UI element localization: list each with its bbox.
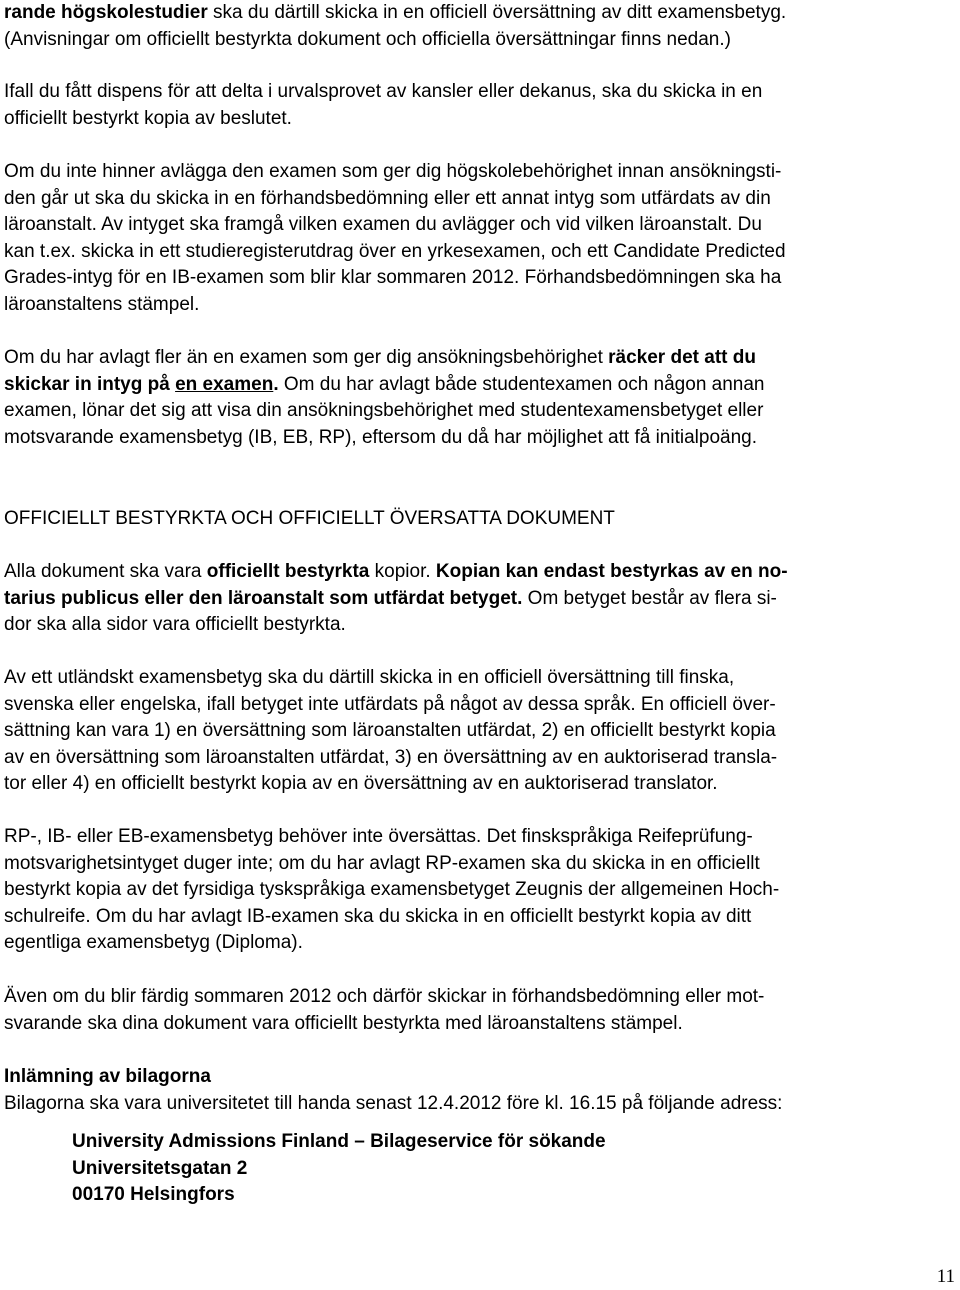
paragraph-rp-ib-eb: [4, 824, 956, 957]
text-line: Av ett utländskt examensbetyg ska du därtill skicka in en officiell översättning till finska,: [4, 667, 735, 688]
paragraph-certified-copies: [4, 559, 956, 639]
text-line: schulreife. Om du har avlagt IB-examen ska du skicka in en officiellt bestyrkt kopia av ditt: [4, 905, 752, 927]
bold-underlined-text: en examen: [175, 373, 274, 395]
text-line: RP-, IB- eller EB-examensbetyg behöver inte översättas. Det finskspråkiga Reifeprüfung-: [4, 826, 753, 847]
text-line: examen, lönar det sig att visa din ansökningsbehörighet med studentexamensbetyget eller: [4, 400, 764, 421]
subheading: Inlämning av bilagorna: [4, 1066, 211, 1087]
address-line: 00170 Helsingfors: [72, 1184, 235, 1205]
paragraph-multiple-degrees: [4, 345, 956, 451]
page-number: 11: [936, 1266, 955, 1287]
text-line: [4, 345, 956, 372]
text-line: [4, 559, 956, 586]
paragraph-summer-2012: [4, 984, 956, 1037]
text-line: (Anvisningar om officiellt bestyrkta dokument och officiella översättningar finns nedan.): [4, 28, 731, 50]
bold-text: .: [273, 373, 279, 395]
paragraph-pre-assessment: [4, 159, 956, 318]
text-line: läroanstalt. Av intyget ska framgå vilken examen du avlägger och vid vilken läroanstalt. Du: [4, 214, 762, 235]
text-line: den går ut ska du skicka in en förhandsbedömning eller ett annat intyg som utfärdats av din: [4, 187, 771, 209]
text-run: Om betyget består av flera si-: [522, 587, 777, 609]
text-line: dor ska alla sidor vara officiellt bestyrkta.: [4, 614, 346, 635]
text-line: motsvarighetsintyget duger inte; om du har avlagt RP-examen ska du skicka in en officiellt: [4, 852, 760, 874]
address-line: Universitetsgatan 2: [72, 1157, 248, 1179]
bold-text: rande högskolestudier: [4, 2, 208, 23]
text-line: svarande ska dina dokument vara officiellt bestyrkta med läroanstaltens stämpel.: [4, 1012, 683, 1034]
text-line: läroanstaltens stämpel.: [4, 293, 200, 315]
text-line: officiellt bestyrkt kopia av beslutet.: [4, 107, 292, 129]
paragraph-submission: [4, 1064, 956, 1117]
text-line: sättning kan vara 1) en översättning som läroanstalten utfärdat, 2) en officiellt bestyrkt kopia: [4, 720, 776, 741]
text-line: egentliga examensbetyg (Diploma).: [4, 932, 303, 953]
text-line: Om du inte hinner avlägga den examen som ger dig högskolebehörighet innan ansökningsti-: [4, 161, 782, 182]
bold-text: officiellt bestyrkta: [206, 561, 370, 582]
paragraph-dispensation: [4, 79, 956, 132]
bold-text: skickar in intyg på: [4, 373, 176, 395]
section-heading: OFFICIELLT BESTYRKTA OCH OFFICIELLT ÖVERSATTA DOKUMENT: [4, 508, 615, 529]
bold-text: tarius publicus eller den läroanstalt som utfärdat betyget.: [4, 587, 523, 609]
text-line: tor eller 4) en officiellt bestyrkt kopia av en översättning av en auktoriserad translator.: [4, 773, 718, 794]
text-line: Ifall du fått dispens för att delta i urvalsprovet av kansler eller dekanus, ska du skicka in en: [4, 81, 763, 102]
text-run: Om du har avlagt både studentexamen och någon annan: [278, 373, 765, 395]
text-line: Grades-intyg för en IB-examen som blir klar sommaren 2012. Förhandsbedömningen ska ha: [4, 267, 782, 288]
text-line: kan t.ex. skicka in ett studieregisterutdrag över en yrkesexamen, och ett Candidate Predicted: [4, 240, 786, 262]
text-line: av en översättning som läroanstalten utfärdat, 3) en översättning av en auktoriserad transla-: [4, 746, 778, 768]
text-run: Alla dokument ska vara: [4, 561, 207, 582]
text-line: motsvarande examensbetyg (IB, EB, RP), eftersom du då har möjlighet att få initialpoäng.: [4, 426, 757, 448]
text-line: [4, 0, 956, 27]
paragraph-official-translation: [4, 665, 956, 798]
text-run: kopior.: [369, 561, 436, 582]
bold-text: Kopian kan endast bestyrkas av en no-: [435, 561, 788, 582]
bold-text: räcker det att du: [608, 347, 756, 368]
text-line: Bilagorna ska vara universitetet till handa senast 12.4.2012 före kl. 16.15 på följande adress:: [4, 1092, 783, 1114]
text-line: [4, 586, 956, 613]
text-run: ska du därtill skicka in en officiell översättning av ditt examensbetyg.: [207, 2, 787, 23]
address-line: University Admissions Finland – Bilageservice för sökande: [72, 1131, 606, 1152]
text-line: [4, 372, 956, 399]
text-line: Även om du blir färdig sommaren 2012 och därför skickar in förhandsbedömning eller mot-: [4, 986, 765, 1007]
text-line: svenska eller engelska, ifall betyget inte utfärdats på något av dessa språk. En officiell över-: [4, 693, 776, 715]
text-run: Om du har avlagt fler än en examen som ger dig ansökningsbehörighet: [4, 347, 609, 368]
text-line: bestyrkt kopia av det fyrsidiga tyskspråkiga examensbetyget Zeugnis der allgemeinen Hoch-: [4, 879, 780, 900]
paragraph-translation-note: [4, 0, 956, 53]
mailing-address: [72, 1129, 932, 1209]
